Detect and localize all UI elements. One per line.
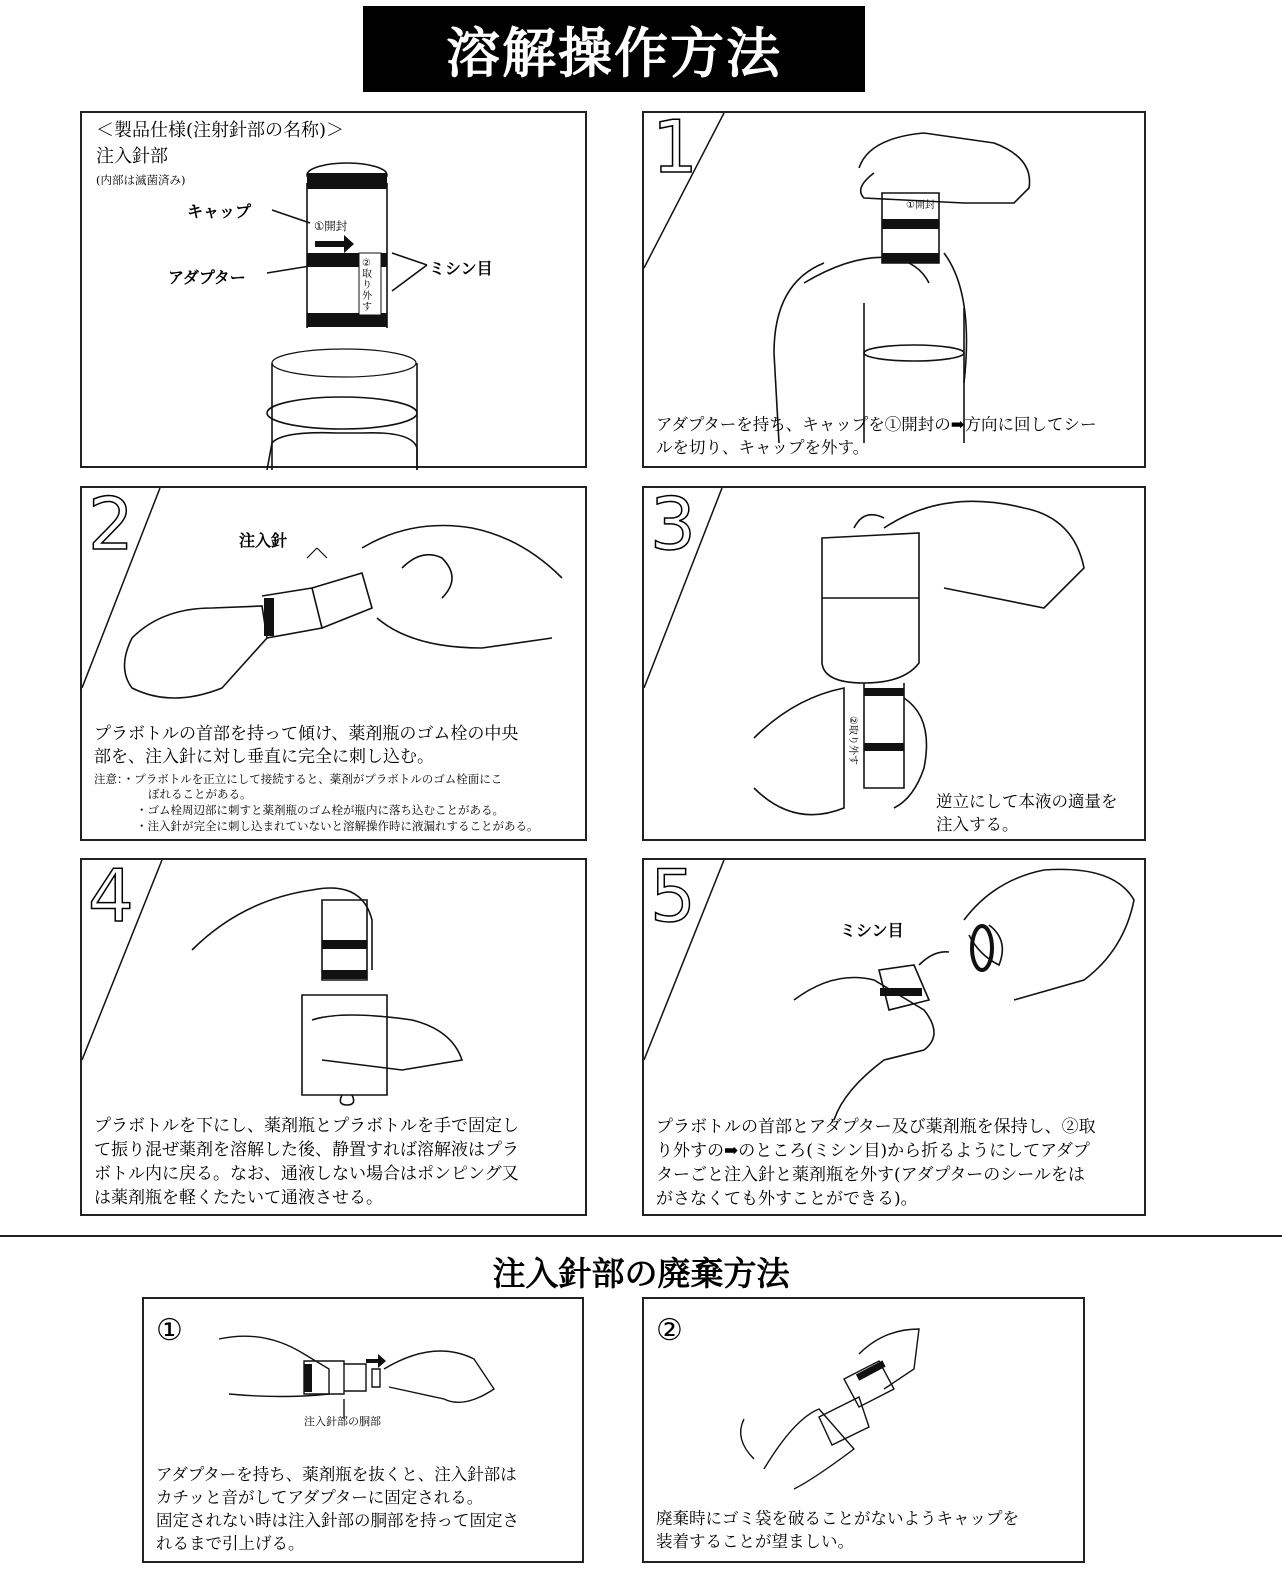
step-2-note-1: 注意：・プラボトルを正立にして接続すると、薬剤がプラボトルのゴム栓面にこ <box>94 772 503 786</box>
perforation-label-step5: ミシン目 <box>840 921 904 940</box>
spec-part-note: (内部は滅菌済み) <box>96 173 186 187</box>
step-2-note-3: ・ゴム栓周辺部に刺すと薬剤瓶のゴム栓が瓶内に落ち込むことがある。 <box>136 803 504 817</box>
disposal-heading: 注入針部の廃棄方法 <box>492 1254 790 1293</box>
remove-mark: ②取り外す <box>362 258 372 313</box>
disposal-1-text: アダプターを持ち、薬剤瓶を抜くと、注入針部は カチッと音がしてアダプターに固定される。 固定されない時は注入針部の胴部を持って固定さ れるまで引上げる。 <box>156 1465 519 1553</box>
open-mark: ①開封 <box>314 219 348 233</box>
step-1-mark: ①開封 <box>906 200 935 211</box>
disposal-1-number: ① <box>156 1313 183 1348</box>
disposal-2-panel <box>642 1297 1085 1563</box>
step-5-panel <box>642 854 1146 1216</box>
step-3-mark: ②取り外す <box>847 716 858 765</box>
step-4-panel <box>80 854 587 1216</box>
disposal-2-text: 廃棄時にゴミ袋を破ることがないようキャップを 装着することが望ましい。 <box>656 1509 1019 1551</box>
step-3-text: 逆立にして本液の適量を 注入する。 <box>936 792 1118 834</box>
step-2-panel <box>80 482 587 841</box>
step-3-panel <box>642 482 1146 841</box>
step-4-text: プラボトルを下にし、薬剤瓶とプラボトルを手で固定し て振り混ぜ薬剤を溶解した後、静置すれば溶解液はプラ ボトル内に戻る。なお、通液しない場合はポンピング又 は薬剤瓶を軽くたたいて通液させる。 <box>94 1116 519 1208</box>
step-1-number: 1 <box>652 105 698 189</box>
spec-panel <box>80 111 587 468</box>
adapter-label: アダプター <box>168 268 246 287</box>
cap-label: キャップ <box>187 202 252 221</box>
section-divider <box>0 1235 1282 1237</box>
step-3-number: 3 <box>650 482 696 566</box>
step-2-note-4: ・注入針が完全に刺し込まれていないと溶解操作時に液漏れすることがある。 <box>136 819 539 833</box>
spec-part-name: 注入針部 <box>96 146 168 167</box>
perforation-label: ミシン目 <box>429 259 493 278</box>
step-5-text: プラボトルの首部とアダプター及び薬剤瓶を保持し、②取 り外すの➡のところ(ミシン目)から折るようにしてアダプ ターごと注入針と薬剤瓶を外す(アダプターのシールをは がさなくても外すことができる)。 <box>656 1117 1096 1209</box>
step-5-number: 5 <box>650 854 696 938</box>
disposal-1-panel <box>142 1297 584 1563</box>
step-2-text: プラボトルの首部を持って傾け、薬剤瓶のゴム栓の中央 部を、注入針に対し垂直に完全に刺し込む。 <box>94 724 519 767</box>
disposal-2-number: ② <box>656 1313 683 1348</box>
spec-heading: ＜製品仕様(注射針部の名称)＞ <box>96 120 345 141</box>
needle-label: 注入針 <box>239 531 288 550</box>
step-1-panel <box>642 105 1146 468</box>
step-4-number: 4 <box>88 854 134 938</box>
step-1-text: アダプターを持ち、キャップを①開封の➡方向に回してシー ルを切り、キャップを外す。 <box>656 415 1097 457</box>
step-2-number: 2 <box>88 482 134 566</box>
body-part-label: 注入針部の胴部 <box>304 1415 381 1428</box>
step-2-note-2: ぼれることがある。 <box>148 787 252 801</box>
page-title: 溶解操作方法 <box>363 6 865 92</box>
